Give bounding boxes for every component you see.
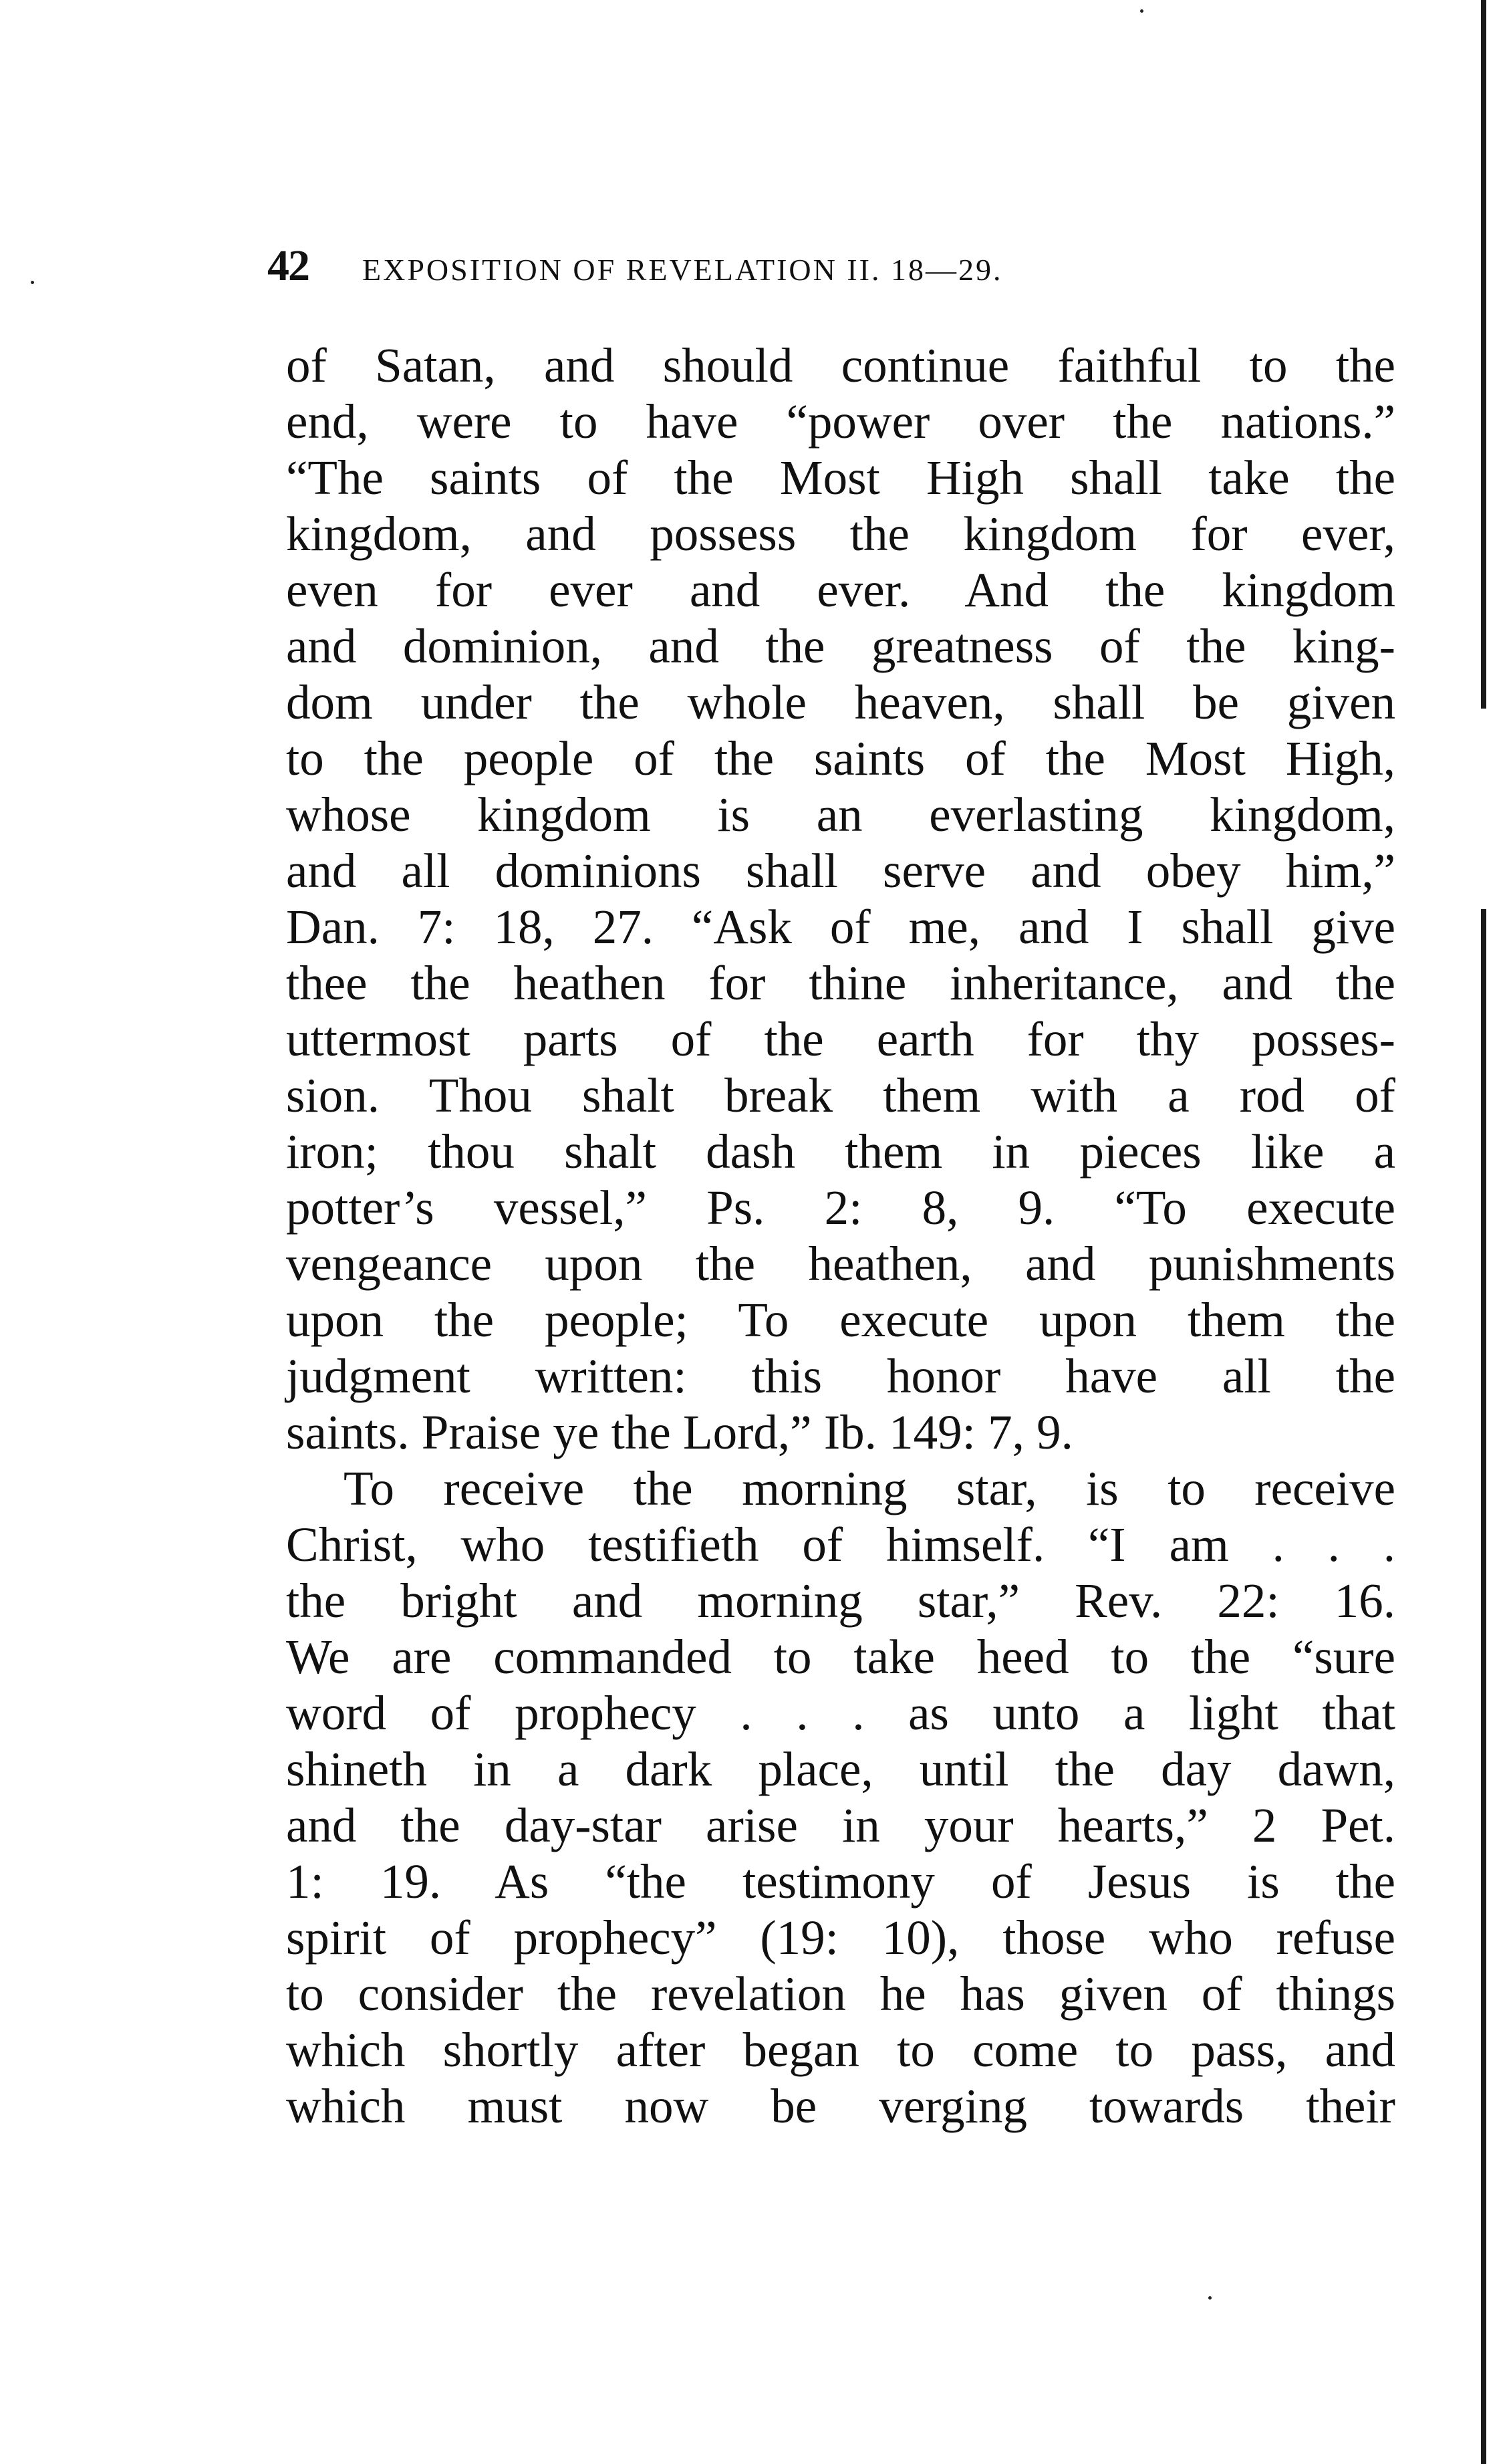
speck-top bbox=[1140, 9, 1143, 13]
text-line: to the people of the saints of the Most High, bbox=[286, 731, 1395, 785]
running-header bbox=[267, 241, 1403, 301]
text-line: end, were to have “power over the nations.” bbox=[286, 394, 1395, 449]
page-edge-shadow bbox=[1481, 0, 1486, 2464]
text-line: the bright and morning star,” Rev. 22: 16. bbox=[286, 1574, 1395, 1628]
page-number: 42 bbox=[267, 241, 309, 290]
body-text bbox=[286, 338, 1395, 2134]
text-line: 1: 19. As “the testimony of Jesus is the bbox=[286, 1854, 1395, 1908]
text-line: and all dominions shall serve and obey him,” bbox=[286, 844, 1395, 898]
text-line: which must now be verging towards their bbox=[286, 2079, 1395, 2133]
text-line: and the day-star arise in your hearts,” 2 Pet. bbox=[286, 1798, 1395, 1852]
text-line: shineth in a dark place, until the day dawn, bbox=[286, 1742, 1395, 1796]
text-line: which shortly after began to come to pass, and bbox=[286, 2023, 1395, 2077]
text-line: thee the heathen for thine inheritance, and the bbox=[286, 956, 1395, 1010]
text-line: word of prophecy . . . as unto a light that bbox=[286, 1686, 1395, 1740]
text-line: judgment written: this honor have all the bbox=[286, 1349, 1395, 1403]
page-edge-gap bbox=[1481, 709, 1486, 909]
text-line: iron; thou shalt dash them in pieces like a bbox=[286, 1124, 1395, 1179]
text-line: To receive the morning star, is to receive bbox=[344, 1461, 1395, 1515]
speck-bottom bbox=[1208, 2296, 1212, 2300]
text-line: of Satan, and should continue faithful to the bbox=[286, 338, 1395, 392]
text-line: Christ, who testifieth of himself. “I am . . . bbox=[286, 1517, 1395, 1572]
text-line: spirit of prophecy” (19: 10), those who refuse bbox=[286, 1911, 1395, 1965]
text-line: even for ever and ever. And the kingdom bbox=[286, 563, 1395, 617]
speck-left bbox=[31, 281, 34, 284]
text-line: upon the people; To execute upon them the bbox=[286, 1293, 1395, 1347]
text-line: and dominion, and the greatness of the king- bbox=[286, 619, 1395, 673]
text-line: “The saints of the Most High shall take the bbox=[286, 451, 1395, 505]
text-line: to consider the revelation he has given of things bbox=[286, 1967, 1395, 2021]
text-line: kingdom, and possess the kingdom for ever, bbox=[286, 507, 1395, 561]
text-line: potter’s vessel,” Ps. 2: 8, 9. “To execute bbox=[286, 1181, 1395, 1235]
text-line: uttermost parts of the earth for thy posses- bbox=[286, 1012, 1395, 1066]
text-line: whose kingdom is an everlasting kingdom, bbox=[286, 787, 1395, 842]
text-line: Dan. 7: 18, 27. “Ask of me, and I shall give bbox=[286, 900, 1395, 954]
text-line: sion. Thou shalt break them with a rod of bbox=[286, 1068, 1395, 1122]
text-line: dom under the whole heaven, shall be given bbox=[286, 675, 1395, 729]
text-line: vengeance upon the heathen, and punishments bbox=[286, 1237, 1395, 1291]
text-line: We are commanded to take heed to the “sure bbox=[286, 1630, 1395, 1684]
text-line: saints. Praise ye the Lord,” Ib. 149: 7, 9. bbox=[286, 1405, 1073, 1459]
running-head-title: EXPOSITION OF REVELATION II. 18—29. bbox=[362, 253, 1003, 287]
